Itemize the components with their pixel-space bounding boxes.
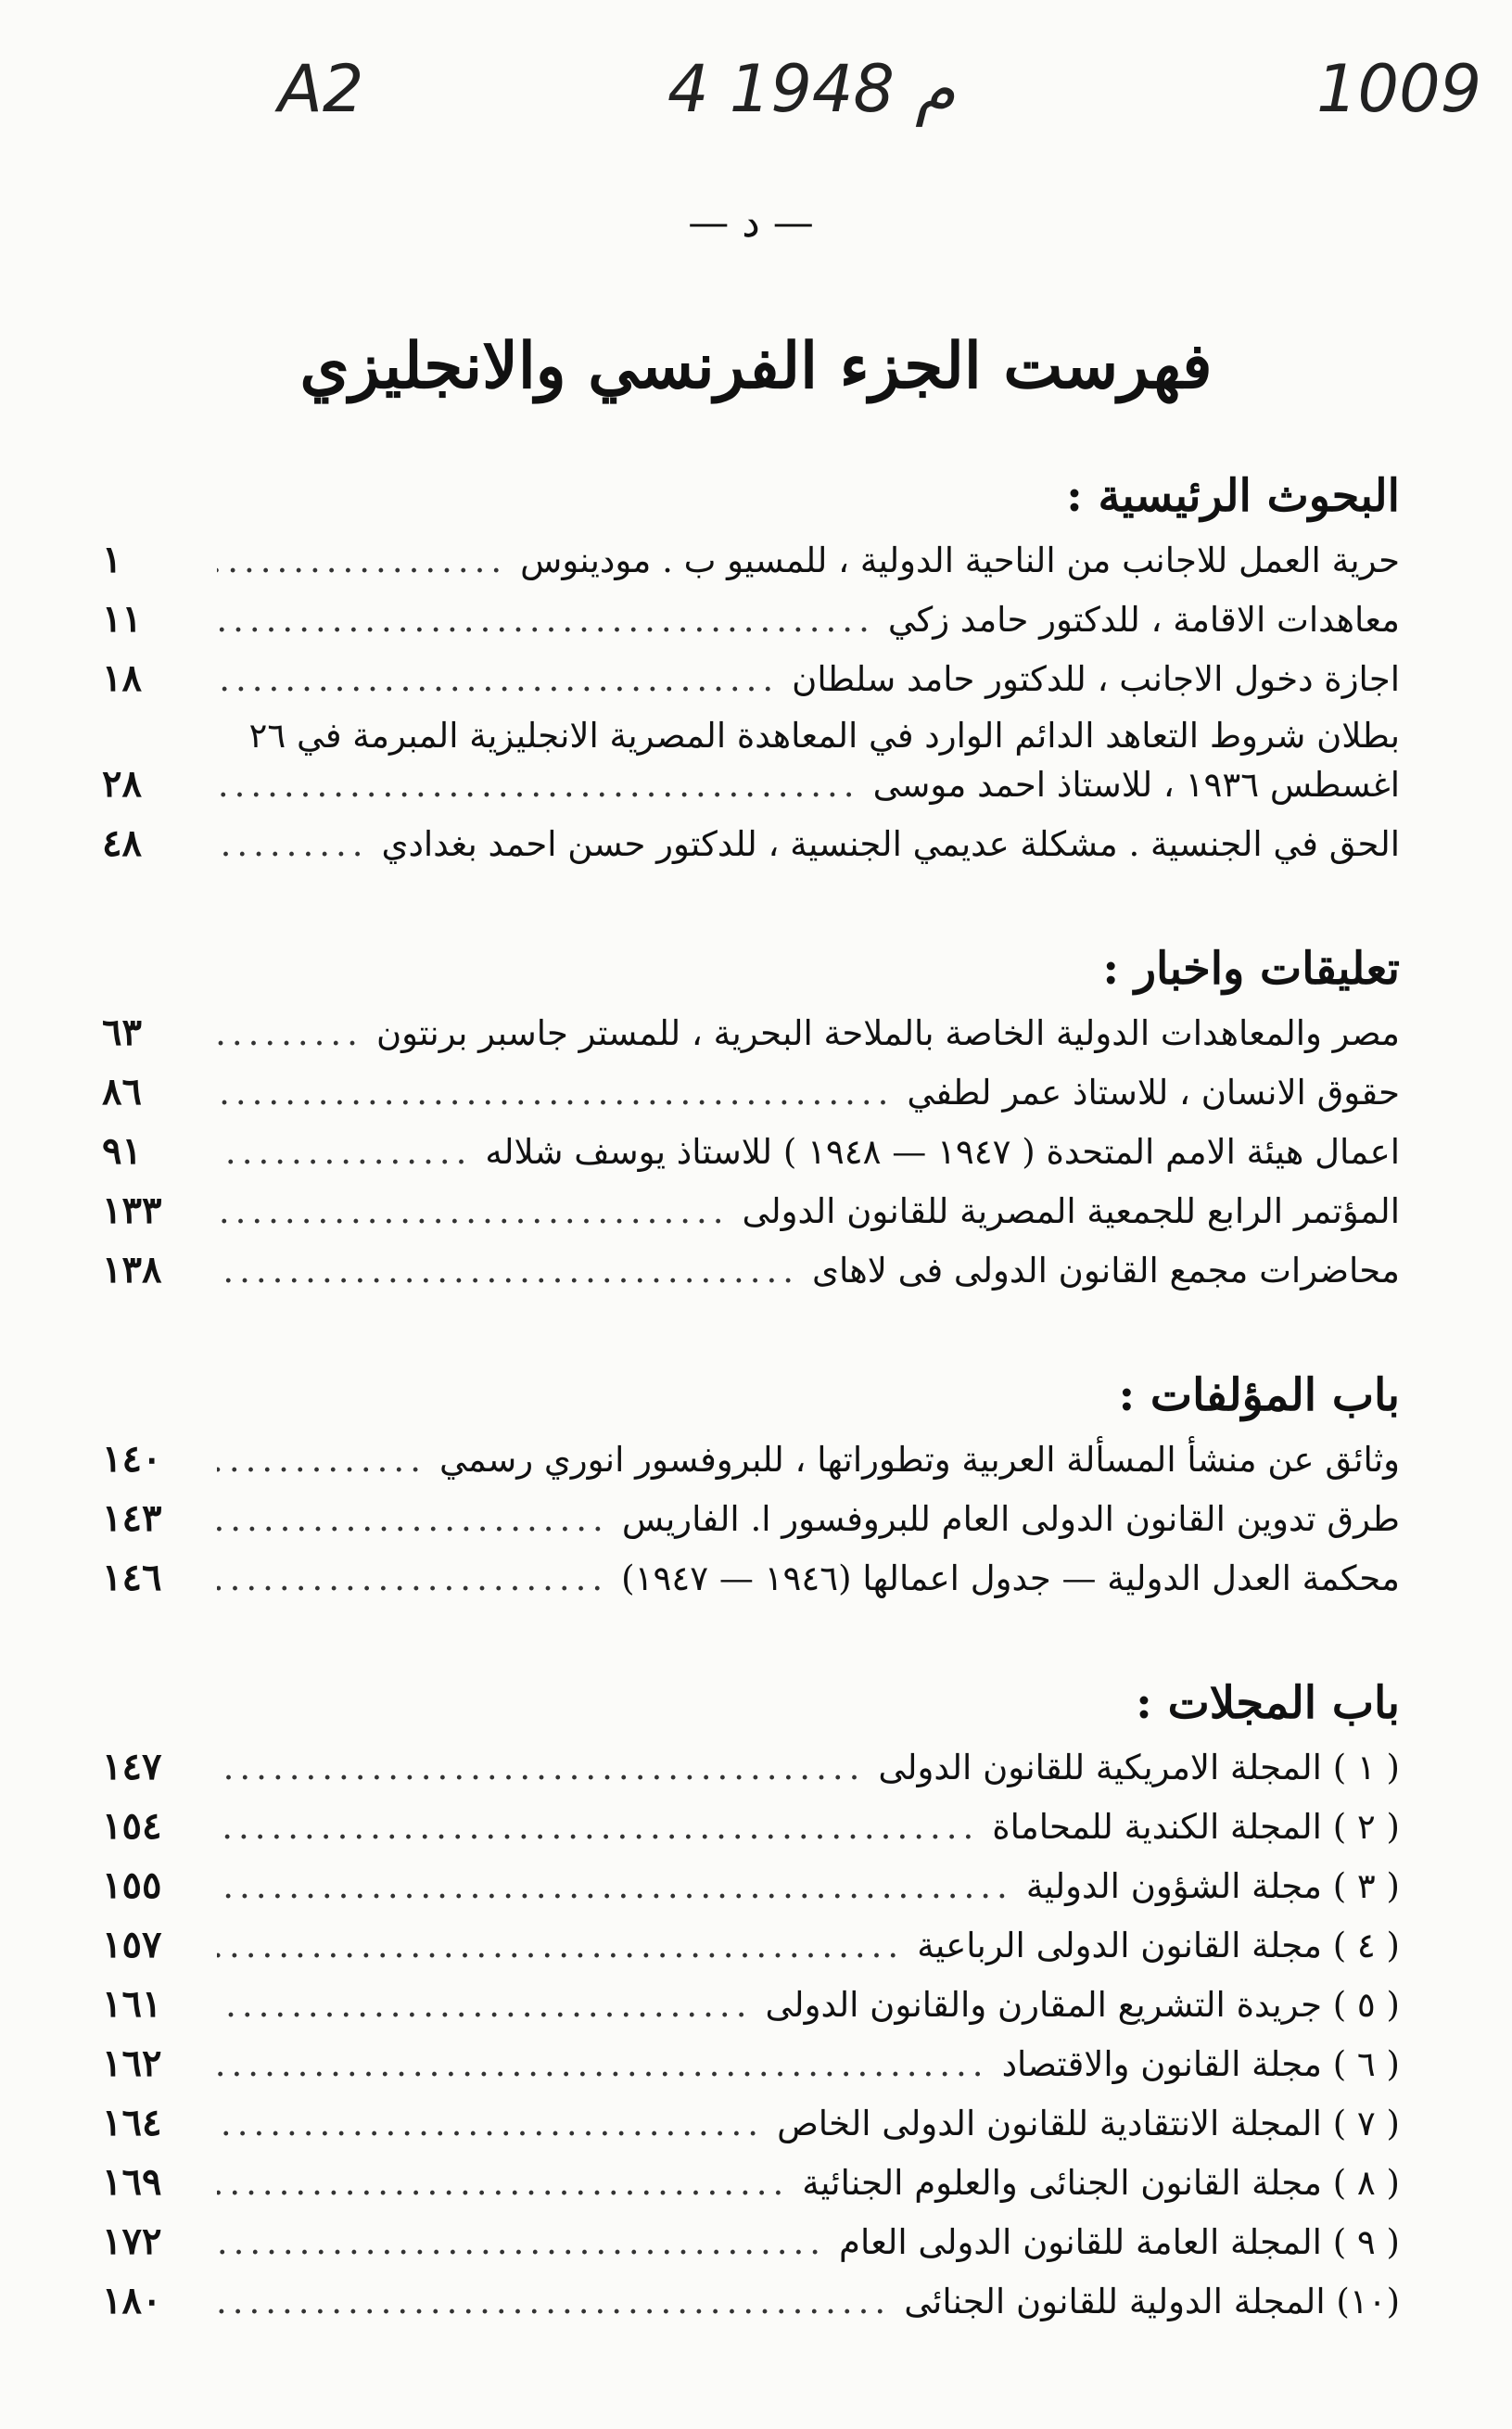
entry-title: ( ٤ ) مجلة القانون الدولى الرباعية <box>917 1926 1400 1965</box>
entry-title: وثائق عن منشأ المسألة العربية وتطوراتها ، للبروفسور انوري رسمي <box>438 1440 1400 1480</box>
section-heading: باب المؤلفات : <box>1118 1369 1400 1421</box>
entry-page-number: ١٥٤ <box>102 1804 162 1848</box>
dot-leader <box>217 1748 865 1787</box>
entry-page-number: ١٣٣ <box>102 1189 162 1232</box>
dot-leader <box>217 659 779 699</box>
dot-leader <box>217 1191 730 1231</box>
toc-entry <box>102 538 1400 597</box>
entry-page-number: ١٤٣ <box>102 1496 162 1540</box>
handwritten-note-number: 1009 <box>1316 51 1482 127</box>
dot-leader <box>217 2104 764 2143</box>
entry-title: اجازة دخول الاجانب ، للدكتور حامد سلطان <box>792 659 1400 699</box>
dot-leader <box>217 1440 426 1480</box>
entry-page-number: ١٣٨ <box>102 1248 162 1291</box>
dot-leader <box>217 2044 989 2084</box>
toc-entry <box>102 1923 1400 1982</box>
entry-title: مصر والمعاهدات الدولية الخاصة بالملاحة البحرية ، للمستر جاسبر برنتون <box>375 1013 1400 1053</box>
toc-entry <box>102 1804 1400 1863</box>
entry-title: ( ٣ ) مجلة الشؤون الدولية <box>1025 1866 1400 1906</box>
dot-leader <box>217 765 860 805</box>
toc-entry <box>102 716 1400 762</box>
toc-entry <box>102 656 1400 716</box>
entry-title: محكمة العدل الدولية — جدول اعمالها (١٩٤٦ — ١٩٤٧) <box>621 1558 1400 1598</box>
entry-title: ( ١ ) المجلة الامريكية للقانون الدولى <box>878 1748 1400 1787</box>
entry-page-number: ٦٣ <box>102 1011 142 1054</box>
toc-entry <box>102 821 1400 881</box>
entry-title: حرية العمل للاجانب من الناحية الدولية ، للمسيو ب . مودينوس <box>520 540 1400 580</box>
entry-title: اعمال هيئة الامم المتحدة ( ١٩٤٧ — ١٩٤٨ ) للاستاذ يوسف شلاله <box>485 1132 1400 1172</box>
section-gap <box>102 881 1400 927</box>
entry-title: اغسطس ١٩٣٦ ، للاستاذ احمد موسى <box>872 765 1400 805</box>
toc-entry <box>102 1011 1400 1070</box>
entry-page-number: ١١ <box>102 597 142 641</box>
dot-leader <box>217 1985 752 2025</box>
entry-page-number: ١٤٠ <box>102 1437 162 1481</box>
entry-page-number: ١٦٤ <box>102 2101 162 2144</box>
entry-title: محاضرات مجمع القانون الدولى فى لاهاى <box>812 1251 1400 1291</box>
entry-page-number: ٨٦ <box>102 1070 142 1113</box>
toc-entry <box>102 597 1400 656</box>
entry-title: ( ٩ ) المجلة العامة للقانون الدولى العام <box>839 2222 1400 2262</box>
section-gap <box>102 1615 1400 1661</box>
entry-title: ( ٢ ) المجلة الكندية للمحاماة <box>992 1807 1400 1847</box>
entry-title: حقوق الانسان ، للاستاذ عمر لطفي <box>907 1073 1400 1113</box>
entry-page-number: ١٧٢ <box>102 2219 162 2263</box>
handwritten-note-date: 4 م 1948 <box>667 51 956 127</box>
section-heading: البحوث الرئيسية : <box>1066 470 1400 522</box>
toc-entry <box>102 2219 1400 2279</box>
entry-page-number: ١٦١ <box>102 1982 162 2026</box>
entry-title: معاهدات الاقامة ، للدكتور حامد زكي <box>887 600 1400 640</box>
dot-leader <box>217 600 875 640</box>
entry-page-number: ١٤٦ <box>102 1556 162 1599</box>
dot-leader <box>217 1132 472 1172</box>
entry-title: بطلان شروط التعاهد الدائم الوارد في المعاهدة المصرية الانجليزية المبرمة في ٢٦ <box>248 716 1400 756</box>
toc-entry <box>102 2101 1400 2160</box>
entry-page-number: ٩١ <box>102 1129 142 1173</box>
handwritten-note-left: A2 <box>278 51 364 127</box>
entry-title: ( ٦ ) مجلة القانون والاقتصاد <box>1001 2044 1400 2084</box>
toc-entry <box>102 1745 1400 1804</box>
toc-entry <box>102 2279 1400 2338</box>
section-gap <box>102 1307 1400 1354</box>
section-heading: تعليقات واخبار : <box>1102 943 1400 995</box>
toc-entry <box>102 1189 1400 1248</box>
entry-page-number: ١٥٥ <box>102 1863 162 1907</box>
entry-title: الحق في الجنسية . مشكلة عديمي الجنسية ، للدكتور حسن احمد بغدادي <box>381 824 1400 864</box>
toc-entry <box>102 2160 1400 2219</box>
toc-entry <box>102 762 1400 821</box>
page-letter: — د — <box>688 199 814 247</box>
entry-page-number: ١٥٧ <box>102 1923 162 1966</box>
entry-page-number: ١٨ <box>102 656 142 700</box>
toc-entry <box>102 2041 1400 2101</box>
entry-page-number: ٤٨ <box>102 821 142 865</box>
entry-page-number: ١٦٢ <box>102 2041 162 2085</box>
dot-leader <box>217 2282 891 2321</box>
toc-entry <box>102 1248 1400 1307</box>
entry-title: المؤتمر الرابع للجمعية المصرية للقانون الدولى <box>742 1191 1400 1231</box>
toc-entry <box>102 1982 1400 2041</box>
toc-entry <box>102 1129 1400 1189</box>
page-title: فهرست الجزء الفرنسي والانجليزي <box>299 329 1213 403</box>
dot-leader <box>217 2222 826 2262</box>
dot-leader <box>217 1558 608 1598</box>
dot-leader <box>217 824 369 864</box>
toc-entry <box>102 1556 1400 1615</box>
dot-leader <box>217 1807 979 1847</box>
entry-title: طرق تدوين القانون الدولى العام للبروفسور ا. الفاريس <box>621 1499 1400 1539</box>
dot-leader <box>217 1926 904 1965</box>
dot-leader <box>217 1499 609 1539</box>
entry-title: ( ٥ ) جريدة التشريع المقارن والقانون الدولى <box>765 1985 1400 2025</box>
dot-leader <box>217 2163 789 2203</box>
entry-title: ( ٨ ) مجلة القانون الجنائى والعلوم الجنائية <box>802 2163 1400 2203</box>
dot-leader <box>217 1866 1013 1906</box>
entry-title: ( ٧ ) المجلة الانتقادية للقانون الدولى الخاص <box>777 2104 1400 2143</box>
section-heading: باب المجلات : <box>1136 1677 1400 1729</box>
dot-leader <box>217 1073 894 1113</box>
dot-leader <box>217 540 507 580</box>
entry-page-number: ١٦٩ <box>102 2160 162 2204</box>
toc-entry <box>102 1863 1400 1923</box>
entry-page-number: ١٤٧ <box>102 1745 162 1788</box>
toc-entry <box>102 1070 1400 1129</box>
toc-entry <box>102 1496 1400 1556</box>
toc-entry <box>102 1437 1400 1496</box>
dot-leader <box>217 1013 363 1053</box>
table-of-contents <box>102 454 1400 2338</box>
entry-page-number: ١٨٠ <box>102 2279 162 2322</box>
entry-title: (١٠) المجلة الدولية للقانون الجنائى <box>904 2282 1400 2321</box>
entry-page-number: ١ <box>102 538 122 581</box>
dot-leader <box>217 1251 799 1291</box>
entry-page-number: ٢٨ <box>102 762 142 806</box>
